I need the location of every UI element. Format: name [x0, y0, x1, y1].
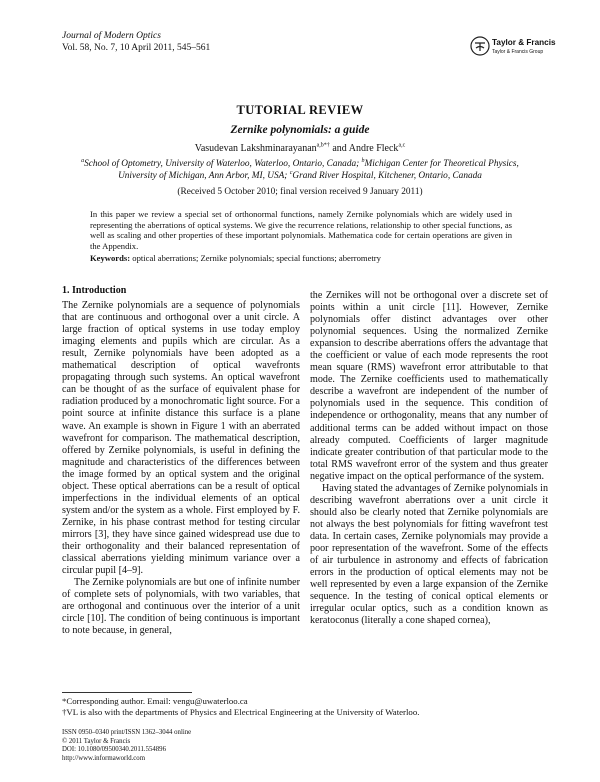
keywords: [90, 253, 512, 263]
footnote-dagger: †VL is also with the departments of Physics and Electrical Engineering at the University of Waterloo.: [62, 707, 420, 717]
footnote-rule: [62, 692, 192, 693]
article-type: TUTORIAL REVIEW: [236, 103, 364, 117]
imprint: [62, 729, 191, 763]
publisher-name: Taylor & Francis: [492, 38, 556, 47]
left-column: [62, 285, 300, 637]
keywords-label: Keywords:: [90, 253, 131, 263]
section-heading: 1. Introduction: [62, 285, 127, 296]
affil-b: Michigan Center for Theoretical Physics, University of Michigan, Ann Arbor, MI, USA;: [118, 159, 519, 181]
article-title: Zernike polynomials: a guide: [230, 124, 370, 136]
affil-a: School of Optometry, University of Waterloo, Waterloo, Ontario, Canada;: [84, 159, 360, 169]
affil-b-sup: b: [361, 157, 365, 164]
copyright: © 2011 Taylor & Francis: [62, 737, 131, 745]
author-line: [0, 143, 600, 154]
paragraph: the Zernikes will not be orthogonal over a discrete set of points within a unit circle [11]. However, Zernike polynomials offer distinct advantages over other polynomial sequences. Using the normalized Zernike expansion to describe aberrations offers the advantage that the coefficient or value of each mode represents the root mean square (RMS) wavefront error attributable to that mode. The Zernike coefficients used to mathematically describe a wavefront are independent of the number of polynomials used in the sequence. This condition of independence or orthogonality, means that any number of additional terms can be added without impact on those already computed. Coefficients of larger magnitude indicate greater contribution of that particular mode to the total RMS wavefront error of the system and thus greater negative impact on the optical performance of the system.: [310, 290, 548, 482]
publisher-group: Taylor & Francis Group: [492, 49, 544, 55]
publisher-logo: [470, 36, 570, 66]
abstract: In this paper we review a special set of orthonormal functions, namely Zernike polynomials which are widely used in representing the aberrations of optical systems. We give the recurrence relations, relationship to other special functions, as well as scaling and other properties of these important polynomials. Mathematica code for certain operations are given in the Appendix.: [90, 209, 512, 251]
journal-name: Journal of Modern Optics: [62, 31, 161, 41]
author-2: Andre Fleck: [348, 143, 399, 154]
author-2-sup: a,c: [398, 142, 406, 149]
paragraph: Having stated the advantages of Zernike polynomials in describing wavefront aberrations over a unit circle it should also be clearly noted that Zernike polynomials are not always the best polynomials for fitting wavefront test data. In certain cases, Zernike polynomials may provide a poor representation of the wavefront. Some of the effects of air turbulence in astronomy and effects of fabrication errors in the production of optical elements may not be well represented by even a large expansion of the Zernike sequence. In the testing of conical optical elements or irregular ocular optics, such as a condition known as keratoconus (literally a cone shaped cornea),: [310, 482, 548, 627]
publisher-url[interactable]: http://www.informaworld.com: [62, 754, 145, 762]
volume-line: Vol. 58, No. 7, 10 April 2011, 545–561: [62, 43, 211, 53]
affil-c-sup: c: [289, 169, 293, 176]
received-dates: (Received 5 October 2010; final version received 9 January 2011): [177, 187, 423, 197]
issn: ISSN 0950–0340 print/ISSN 1362–3044 online: [62, 729, 192, 736]
footnotes: [62, 696, 419, 718]
affil-c: Grand River Hospital, Kitchener, Ontario, Canada: [292, 171, 482, 181]
journal-header: [62, 30, 210, 54]
author-1-sup: a,b*†: [316, 142, 330, 149]
keywords-text: optical aberrations; Zernike polynomials; special functions; aberrometry: [132, 253, 381, 263]
affil-a-sup: a: [81, 157, 85, 164]
paragraph: The Zernike polynomials are a sequence of polynomials that are continuous and orthogonal over a unit circle. A large fraction of optical systems in use today employ imaging elements and pupils which are circular. As a result, Zernike polynomials have been adopted as a mathematical description of optical wavefronts propagating through such systems. An optical wavefront can be thought of as the surface of equivalent phase for radiation produced by a monochromatic light source. For a point source at infinite distance this surface is a plane wave. An example is shown in Figure 1 with an aberrated wavefront for comparison. The mathematical description, offered by Zernike polynomials, is useful in defining the magnitude and characteristics of the differences between the image formed by an optical system and the original object. These optical aberrations can be a result of optical imperfections in the individual elements of an optical system and/or the system as a whole. First employed by F. Zernike, in his phase contrast method for testing circular mirrors [3], they have since gained widespread use due to their orthogonality and their balanced representation of classical aberrations yielding minimum variance over a circular pupil [4–9].: [62, 300, 300, 577]
right-column: [310, 290, 548, 627]
author-and: and: [332, 143, 347, 154]
footnote-corresponding: *Corresponding author. Email: vengu@uwaterloo.ca: [62, 696, 248, 706]
affiliations: [75, 158, 525, 182]
publisher-logo-icon: [470, 36, 490, 56]
paragraph: The Zernike polynomials are but one of infinite number of complete sets of polynomials, with two variables, that are orthogonal and continuous over the interior of a unit circle [10]. The condition of being continuous is important to note because, in general,: [62, 577, 300, 637]
doi: DOI: 10.1080/09500340.2011.554896: [62, 746, 166, 754]
author-1: Vasudevan Lakshminarayanan: [194, 143, 317, 154]
